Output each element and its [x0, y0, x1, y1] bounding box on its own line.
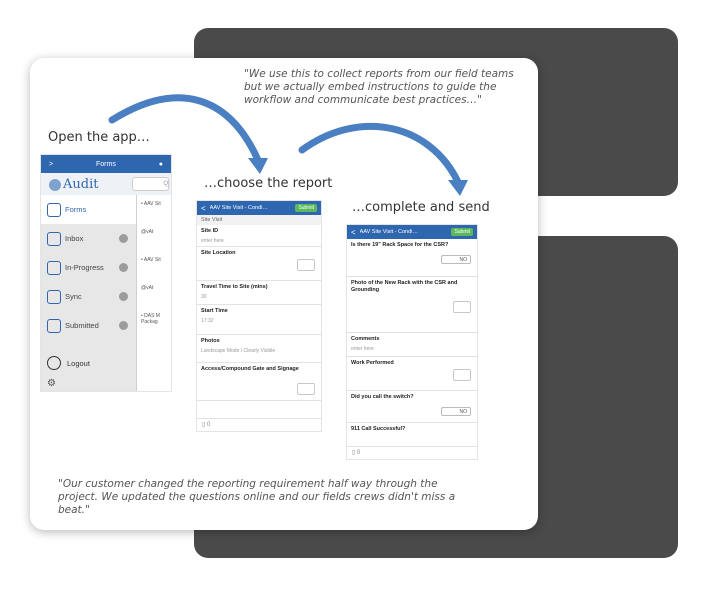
section-label: Site Visit — [197, 215, 321, 225]
form-header — [197, 201, 321, 215]
sidebar-menu — [41, 195, 137, 392]
field-label: Start Time — [201, 308, 228, 314]
field-value: enter here — [201, 238, 224, 244]
sidebar-item-in-progress[interactable] — [41, 253, 136, 282]
field-value: Landscape Mode / Clearly Visible — [201, 348, 276, 354]
field-label: Access/Compound Gate and Signage — [201, 366, 299, 372]
quote-bottom: "Our customer changed the reporting requirement half way through the project. We updated the questions online and our fields crews didn't miss a beat." — [58, 478, 456, 516]
field-label: Did you call the switch? — [351, 394, 414, 400]
logo-text: Audit — [63, 176, 99, 192]
field-site-location[interactable] — [197, 247, 321, 281]
sidebar-item-label: In-Progress — [65, 263, 104, 272]
step-open-app-label: Open the app… — [48, 130, 150, 145]
sidebar-item-label: Forms — [65, 205, 87, 214]
field-site-id[interactable] — [197, 225, 321, 247]
sidebar-item-submitted[interactable] — [41, 311, 136, 340]
field-label: Is there 19" Rack Space for the CSR? — [351, 242, 449, 248]
sidebar-item-sync[interactable] — [41, 282, 136, 311]
app-header — [41, 155, 171, 173]
submitted-icon — [47, 319, 61, 333]
camera-icon — [297, 383, 315, 395]
field-start-time[interactable] — [197, 305, 321, 335]
camera-icon — [453, 301, 471, 313]
forms-icon — [47, 203, 61, 217]
field-comments[interactable] — [347, 333, 477, 357]
search-icon: Q — [163, 181, 168, 187]
sidebar-item-label: Inbox — [65, 234, 84, 243]
back-icon[interactable]: < — [351, 227, 356, 237]
logout-button[interactable] — [41, 348, 136, 378]
arrow-head-1 — [248, 158, 268, 174]
field-label: Site ID — [201, 228, 219, 234]
testimonial-card — [30, 58, 538, 530]
sidebar-item-forms[interactable] — [41, 195, 136, 224]
form-footer — [347, 446, 477, 459]
field-rack-space[interactable] — [347, 239, 477, 277]
list-item[interactable]: • AAV Sit — [141, 257, 161, 263]
field-label: Work Performed — [351, 360, 394, 366]
sync-icon — [47, 290, 61, 304]
yes-no-toggle[interactable]: NO — [441, 255, 471, 264]
list-item[interactable]: • DAS M Packag — [141, 313, 160, 325]
field-label: 911 Call Successful? — [351, 426, 406, 432]
sidebar-item-inbox[interactable] — [41, 224, 136, 253]
list-item[interactable]: • AAV Sit — [141, 201, 161, 207]
field-label: Photos — [201, 338, 220, 344]
list-item[interactable]: @vAt — [141, 229, 154, 235]
audit-logo — [41, 177, 132, 192]
count-badge — [119, 321, 128, 330]
phone-report-form — [196, 200, 322, 432]
arrow-head-2 — [448, 180, 468, 196]
list-item[interactable]: @vAt — [141, 285, 154, 291]
gear-icon[interactable]: ⚙ — [47, 378, 56, 389]
quote-top: "We use this to collect reports from our field teams but we actually embed instructions to guide the workflow and communicate best practices…" — [244, 68, 514, 106]
field-label: Site Location — [201, 250, 236, 256]
field-call-switch[interactable] — [347, 391, 477, 423]
phone-complete-form — [346, 224, 478, 460]
submit-button[interactable]: Submit — [295, 204, 317, 212]
count-badge — [119, 234, 128, 243]
form-footer — [197, 418, 321, 431]
back-icon[interactable]: < — [201, 203, 206, 213]
form-title: AAV Site Visit - Condi… — [209, 205, 268, 211]
yes-no-toggle[interactable]: NO — [441, 407, 471, 416]
count-badge — [119, 263, 128, 272]
microphone-icon[interactable]: ● — [158, 160, 163, 168]
globe-icon — [49, 179, 61, 191]
submit-button[interactable]: Submit — [451, 228, 473, 236]
arrow-to-complete — [302, 126, 458, 182]
search-input[interactable] — [132, 177, 169, 191]
notes-icon — [453, 369, 471, 381]
field-value: 30 — [201, 294, 207, 300]
logo-row — [41, 173, 171, 195]
phone-forms-app — [40, 154, 172, 392]
power-icon — [47, 356, 61, 370]
field-label: Comments — [351, 336, 380, 342]
sidebar-item-label: Sync — [65, 292, 82, 301]
field-work-performed[interactable] — [347, 357, 477, 391]
logout-label: Logout — [67, 358, 90, 368]
sidebar-item-label: Submitted — [65, 321, 99, 330]
step-choose-report-label: …choose the report — [204, 176, 333, 191]
form-list — [137, 195, 171, 392]
footer-count: 0 — [206, 422, 211, 428]
footer-count: 0 — [356, 450, 361, 456]
field-value: 17:32 — [201, 318, 214, 324]
form-header — [347, 225, 477, 239]
field-label: Travel Time to Site (mins) — [201, 284, 268, 290]
count-badge — [119, 292, 128, 301]
field-photos[interactable] — [197, 335, 321, 363]
form-title: AAV Site Visit - Condi… — [359, 229, 418, 235]
book-icon: ▯ — [202, 422, 207, 428]
field-911-call[interactable] — [347, 423, 477, 443]
in-progress-icon — [47, 261, 61, 275]
arrow-to-choose-report — [112, 98, 258, 160]
field-rack-photo[interactable] — [347, 277, 477, 333]
field-access-gate[interactable] — [197, 363, 321, 401]
field-value: enter here — [351, 346, 374, 352]
app-header-title: Forms — [96, 160, 116, 168]
field-label: Photo of the New Rack with the CSR and Grounding — [351, 280, 458, 293]
location-icon — [297, 259, 315, 271]
step-complete-send-label: …complete and send — [352, 200, 490, 215]
chevron-right-icon[interactable]: > — [49, 160, 54, 168]
field-travel-time[interactable] — [197, 281, 321, 305]
book-icon: ▯ — [352, 450, 357, 456]
inbox-icon — [47, 232, 61, 246]
